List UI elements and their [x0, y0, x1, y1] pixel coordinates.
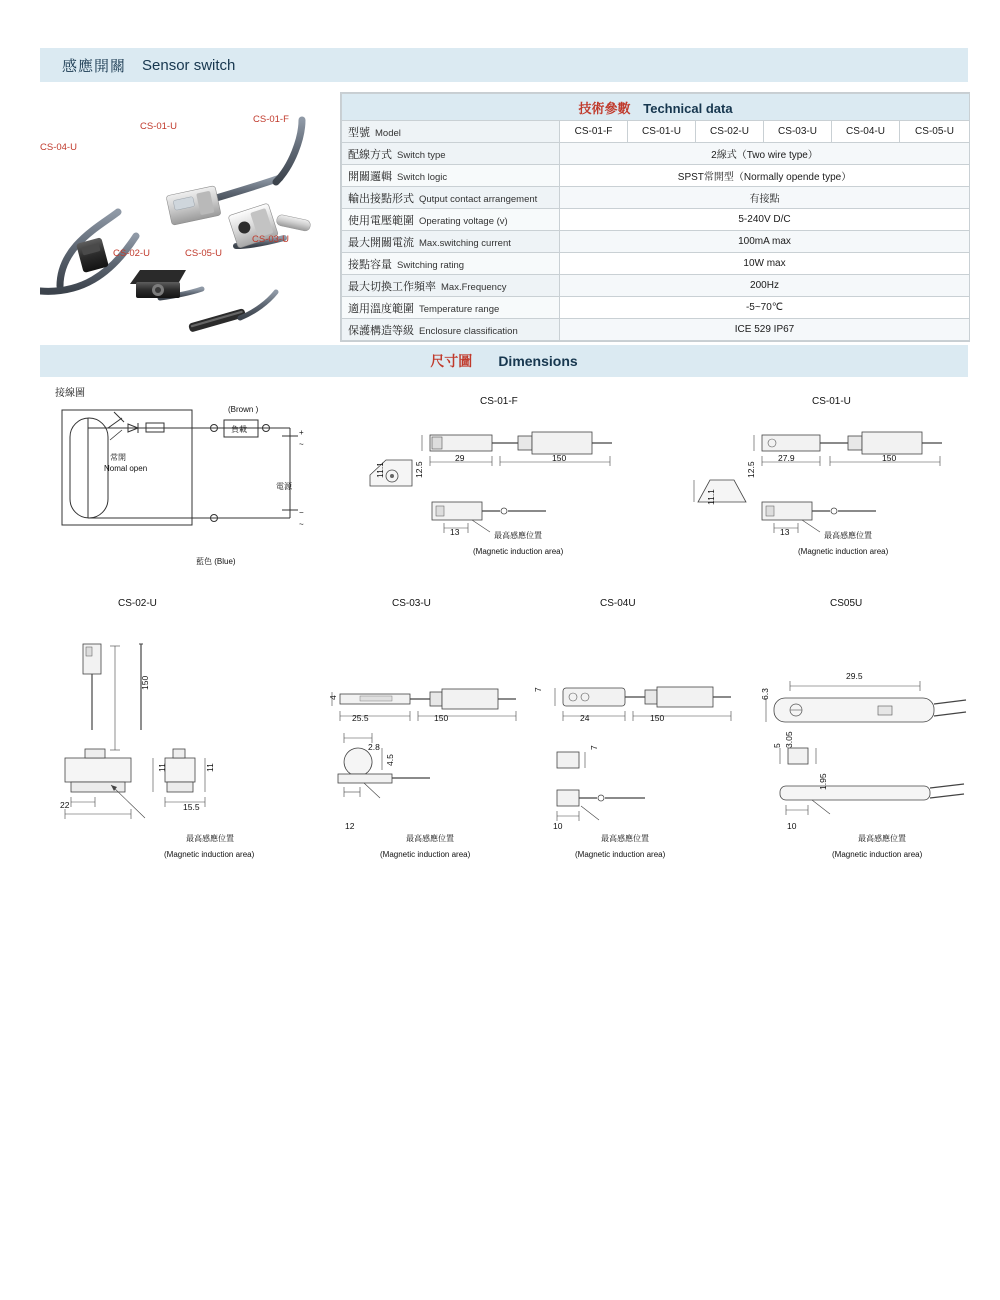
dim-value: 12.5 [414, 461, 424, 478]
table-row [342, 121, 970, 143]
wiring-ac2-label: ~ [299, 520, 304, 529]
drawing-title-cs-02-u: CS-02-U [118, 598, 157, 609]
row-label-en: Switch type [397, 149, 446, 161]
model-cell: CS-04-U [832, 121, 900, 143]
induction-note-cn: 最高感應位置 [824, 531, 872, 540]
tech-table-title [342, 94, 970, 121]
photo-label: CS-04-U [40, 142, 77, 153]
dim-value: 4.5 [385, 754, 395, 766]
wiring-minus-label: − [299, 508, 304, 517]
induction-note-en: (Magnetic induction area) [164, 850, 255, 859]
dim-value: 7 [533, 687, 543, 692]
induction-note-en: (Magnetic induction area) [473, 547, 564, 556]
header-title-cn: 感應開關 [62, 57, 127, 75]
model-cell: CS-03-U [764, 121, 832, 143]
technical-data-table [340, 92, 970, 342]
dim-value: 150 [434, 713, 449, 723]
photo-label: CS-01-U [140, 121, 177, 132]
table-row [342, 253, 970, 275]
model-cell: CS-05-U [900, 121, 970, 143]
dim-value: 29 [455, 453, 465, 463]
table-row [342, 165, 970, 187]
table-row [342, 297, 970, 319]
dim-value: 5 [772, 743, 782, 748]
header-title-en: Sensor switch [142, 56, 236, 74]
row-value: 2線式（Two wire type） [560, 143, 970, 165]
induction-note-cn: 最高感應位置 [858, 834, 906, 843]
dim-value: 1.95 [818, 773, 828, 790]
row-label-cn: 適用溫度範圍 [348, 302, 414, 315]
dim-value: 150 [882, 453, 897, 463]
photo-label: CS-01-F [253, 114, 289, 125]
row-label-cn: 接點容量 [348, 258, 392, 271]
dim-value: 150 [650, 713, 665, 723]
row-label-cn: 使用電壓範圍 [348, 214, 414, 227]
wiring-blue-label: 藍色 (Blue) [196, 557, 236, 566]
dim-value: 12 [345, 821, 355, 831]
dim-value: 12.5 [746, 461, 756, 478]
model-cell: CS-01-U [628, 121, 696, 143]
row-value: 100mA max [560, 231, 970, 253]
dim-value: 3.05 [784, 731, 794, 748]
row-label-cn: 保護構造等級 [348, 324, 414, 337]
row-label-cn: 型號 [348, 126, 370, 139]
drawing-title-cs-05-u: CS05U [830, 598, 863, 609]
table-row [342, 319, 970, 341]
wiring-normal-open-cn: 常開 [110, 453, 126, 462]
photo-label: CS-05-U [185, 248, 222, 259]
drawing-cs-01-u [690, 420, 970, 540]
row-label-cn: 開關邏輯 [348, 170, 392, 183]
dimensions-title-en: Dimensions [498, 353, 578, 369]
dim-value: 25.5 [352, 713, 369, 723]
tech-title-en: Technical data [643, 100, 733, 116]
section-header-sensor-switch [40, 48, 968, 82]
wiring-load-label: 負載 [231, 425, 247, 434]
dim-value: 11 [157, 763, 167, 772]
dim-value: 10 [553, 821, 563, 831]
row-value: SPST常開型（Normally opende type） [560, 165, 970, 187]
dim-value: 10 [787, 821, 797, 831]
dim-value: 150 [140, 675, 150, 690]
dim-value: 11.1 [706, 489, 716, 505]
row-label-en: Operating voltage (v) [419, 215, 508, 227]
dim-value: 15.5 [183, 802, 200, 812]
row-label-en: Enclosure classification [419, 325, 518, 337]
row-value: 有接點 [560, 187, 970, 209]
drawing-title-cs-04-u: CS-04U [600, 598, 636, 609]
drawing-title-cs-01-u: CS-01-U [812, 396, 851, 407]
induction-note-cn: 最高感應位置 [406, 834, 454, 843]
induction-note-cn: 最高感應位置 [601, 834, 649, 843]
row-label-en: Model [375, 127, 401, 139]
drawing-cs-04-u [525, 670, 755, 830]
row-label-cn: 配線方式 [348, 148, 392, 161]
row-label-en: Switching rating [397, 259, 465, 271]
wiring-power-label: 電源 [276, 482, 292, 491]
row-value: 200Hz [560, 275, 970, 297]
drawing-title-cs-03-u: CS-03-U [392, 598, 431, 609]
row-label-en: Temperature range [419, 303, 500, 315]
dim-value: 13 [780, 527, 790, 537]
dim-value: 24 [580, 713, 590, 723]
dim-value: 22 [60, 800, 70, 810]
table-row [342, 209, 970, 231]
wiring-title: 接線圖 [55, 388, 85, 399]
wiring-brown-label: (Brown ) [228, 405, 259, 414]
wiring-ac1-label: ~ [299, 440, 304, 449]
induction-note-en: (Magnetic induction area) [575, 850, 666, 859]
drawing-cs-02-u [55, 630, 305, 840]
drawing-title-cs-01-f: CS-01-F [480, 396, 518, 407]
photo-label: CS-03-U [252, 234, 289, 245]
row-value: -5~70℃ [560, 297, 970, 319]
model-cell: CS-01-F [560, 121, 628, 143]
induction-note-cn: 最高感應位置 [494, 531, 542, 540]
induction-note-cn: 最高感應位置 [186, 834, 234, 843]
wiring-normal-open-en: Nomal open [104, 464, 148, 473]
drawing-cs-03-u [320, 670, 550, 830]
row-value: 5-240V D/C [560, 209, 970, 231]
product-photo-illustration [40, 86, 336, 334]
row-label-cn: 最大開關電流 [348, 236, 414, 249]
row-label-en: Max.switching current [419, 237, 511, 249]
row-label-cn: 最大切換工作頻率 [348, 280, 436, 293]
induction-note-en: (Magnetic induction area) [832, 850, 923, 859]
table-row [342, 231, 970, 253]
dim-value: 6.3 [760, 688, 770, 700]
dim-value: 4 [328, 695, 338, 700]
dim-value: 11 [205, 763, 215, 772]
dim-value: 7 [589, 745, 599, 750]
row-label-en: Max.Frequency [441, 281, 507, 293]
dim-value: 29.5 [846, 671, 863, 681]
wiring-plus-label: + [299, 428, 304, 437]
induction-note-en: (Magnetic induction area) [380, 850, 471, 859]
model-cell: CS-02-U [696, 121, 764, 143]
table-row [342, 187, 970, 209]
wiring-diagram [50, 382, 350, 572]
photo-label: CS-02-U [113, 248, 150, 259]
row-label-en: Qutput contact arrangement [419, 193, 538, 205]
dim-value: 13 [450, 527, 460, 537]
row-label-cn: 輸出接點形式 [348, 192, 414, 205]
drawing-cs-01-f [360, 420, 640, 540]
dim-value: 11.1 [375, 462, 385, 478]
table-row [342, 275, 970, 297]
section-header-dimensions [40, 345, 968, 377]
row-value: ICE 529 IP67 [560, 319, 970, 341]
row-label-en: Switch logic [397, 171, 448, 183]
induction-note-en: (Magnetic induction area) [798, 547, 889, 556]
row-value: 10W max [560, 253, 970, 275]
dim-value: 27.9 [778, 453, 795, 463]
dim-value: 2.8 [368, 742, 380, 752]
product-photo-group [40, 86, 336, 334]
table-row [342, 143, 970, 165]
dim-value: 150 [552, 453, 567, 463]
dimensions-title-cn: 尺寸圖 [430, 353, 473, 369]
tech-title-cn: 技術參數 [578, 100, 631, 116]
